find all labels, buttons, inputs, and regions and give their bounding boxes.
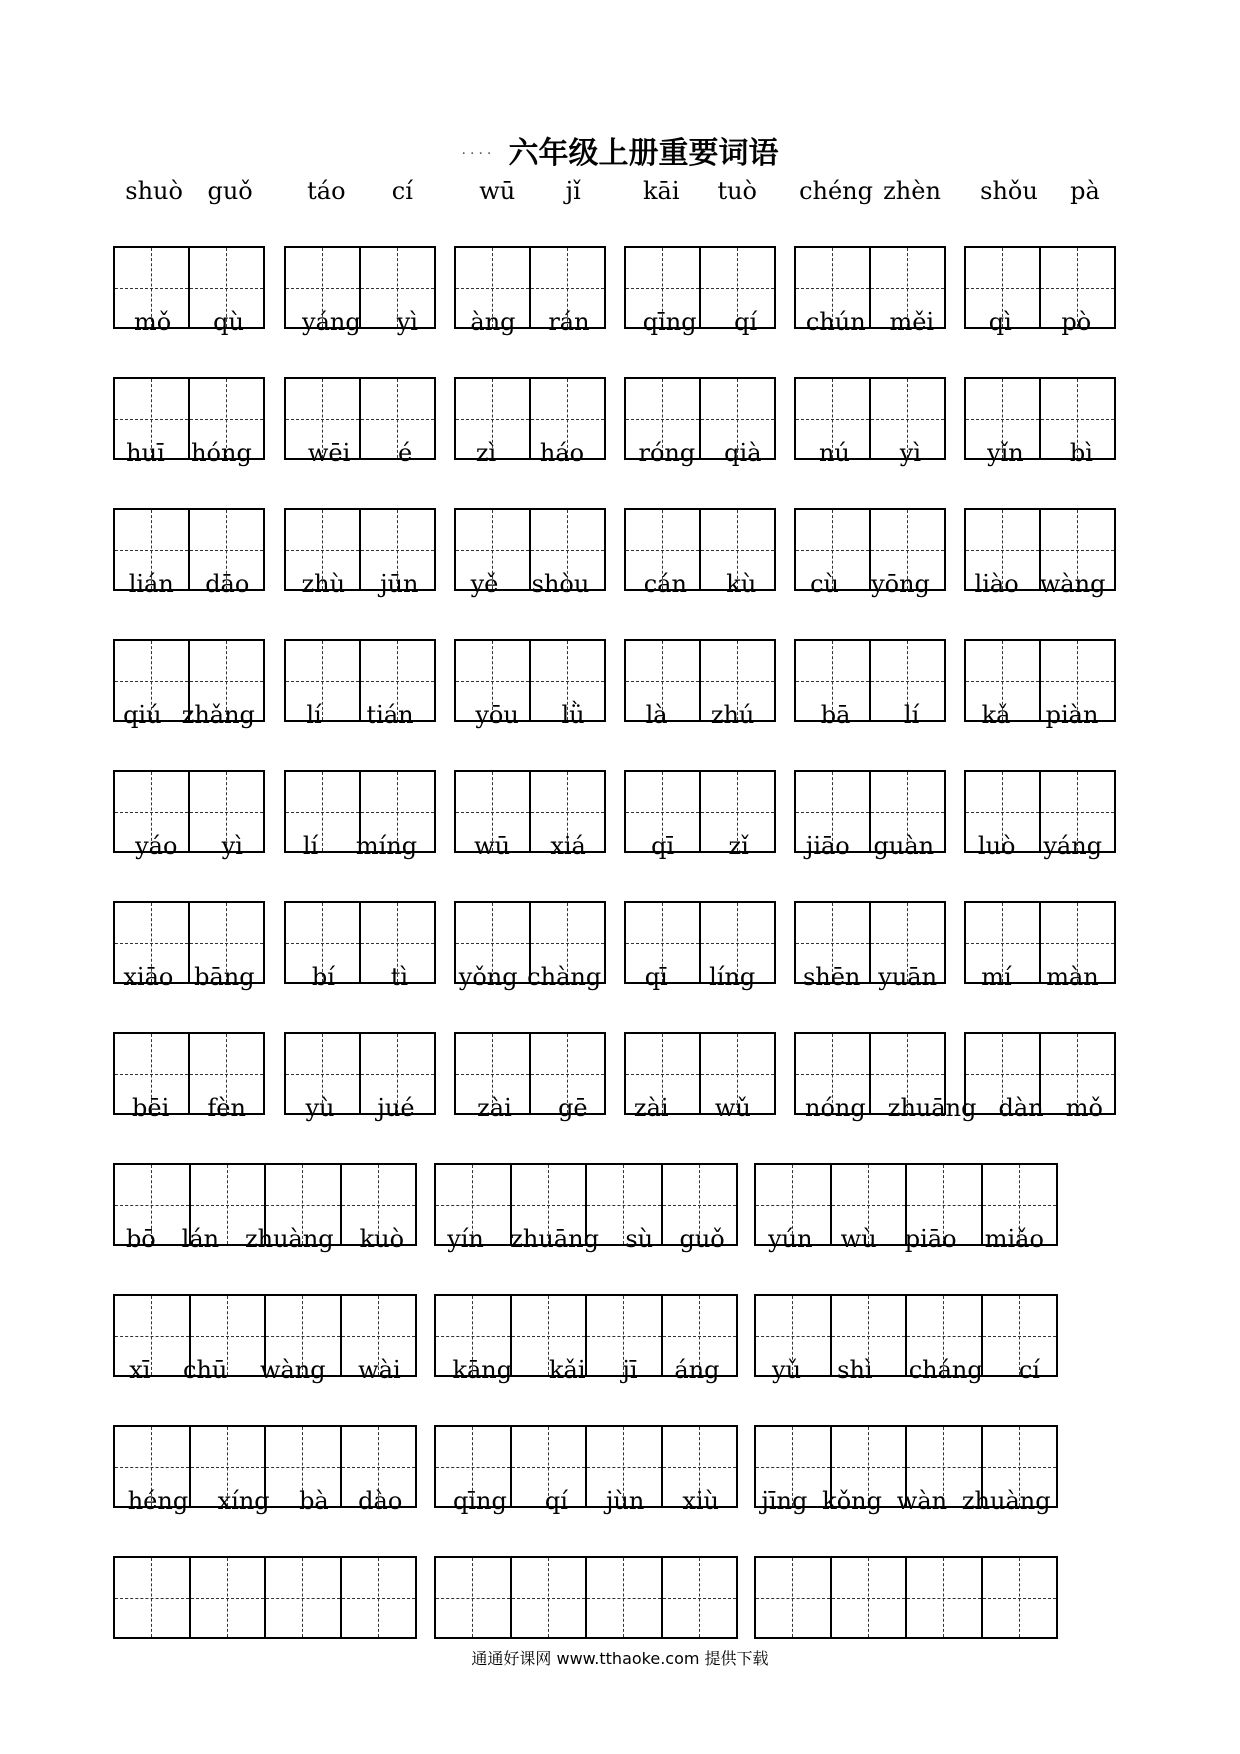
pinyin-syllable: wū	[474, 832, 511, 860]
pinyin-word	[754, 1355, 1058, 1385]
pinyin-syllable: é	[397, 439, 413, 467]
pinyin-syllable: zǐ	[728, 832, 749, 860]
pinyin-syllable: bāng	[194, 963, 255, 991]
pinyin-syllable: mǒ	[133, 308, 172, 336]
pinyin-syllable: xiāo	[123, 963, 174, 991]
pinyin-word	[624, 831, 776, 861]
pinyin-syllable: nú	[818, 439, 850, 467]
pinyin-word	[434, 1486, 738, 1516]
pinyin-word	[454, 176, 606, 206]
pinyin-syllable: zhuàng	[961, 1487, 1051, 1515]
pinyin-syllable: cí	[1018, 1356, 1040, 1384]
pinyin-word	[113, 307, 265, 337]
pinyin-syllable: yún	[768, 1225, 813, 1253]
pinyin-word	[754, 1224, 1058, 1254]
pinyin-word	[454, 831, 606, 861]
pinyin-syllable: zhú	[710, 701, 755, 729]
pinyin-syllable: guàn	[873, 832, 935, 860]
pinyin-syllable: héng	[127, 1487, 189, 1515]
pinyin-syllable: dàn	[998, 1094, 1044, 1122]
pinyin-syllable: gē	[558, 1094, 588, 1122]
pinyin-syllable: guǒ	[207, 177, 253, 205]
pinyin-syllable: rán	[548, 308, 590, 336]
pinyin-syllable: jūn	[380, 570, 419, 598]
pinyin-syllable: jī	[622, 1356, 638, 1384]
pinyin-syllable: kǒng	[822, 1487, 882, 1515]
pinyin-word	[113, 1355, 417, 1385]
pinyin-syllable: qù	[213, 308, 244, 336]
pinyin-word	[454, 962, 606, 992]
pinyin-word	[113, 1486, 417, 1516]
pinyin-syllable: cù	[810, 570, 839, 598]
pinyin-syllable: piāo	[904, 1225, 957, 1253]
pinyin-syllable: xiù	[682, 1487, 719, 1515]
pinyin-syllable: mǒ	[1065, 1094, 1103, 1122]
pinyin-syllable: jué	[377, 1094, 415, 1122]
pinyin-syllable: kǎ	[981, 701, 1011, 729]
pinyin-syllable: piàn	[1045, 701, 1099, 729]
pinyin-syllable: yě	[470, 570, 499, 598]
pinyin-syllable: shǒu	[980, 177, 1038, 205]
pinyin-syllable: lí	[302, 832, 319, 860]
pinyin-syllable: pà	[1070, 177, 1100, 205]
writing-cell[interactable]	[756, 1558, 832, 1637]
title-dots: ....	[461, 142, 496, 158]
pinyin-syllable: wū	[479, 177, 516, 205]
pinyin-syllable: yì	[221, 832, 243, 860]
pinyin-syllable: wài	[358, 1356, 401, 1384]
pinyin-syllable: chún	[805, 308, 866, 336]
pinyin-syllable: là	[645, 701, 668, 729]
writing-cell[interactable]	[115, 1558, 191, 1637]
pinyin-syllable: háo	[539, 439, 585, 467]
pinyin-syllable: bēi	[132, 1094, 170, 1122]
pinyin-syllable: lí	[903, 701, 920, 729]
pinyin-word	[794, 1093, 1114, 1123]
pinyin-syllable: zhèn	[883, 177, 941, 205]
pinyin-syllable: cí	[391, 177, 413, 205]
pinyin-word	[284, 831, 436, 861]
pinyin-syllable: bō	[125, 1225, 156, 1253]
pinyin-word	[754, 1486, 1058, 1516]
pinyin-word	[284, 700, 436, 730]
pinyin-syllable: wēi	[307, 439, 351, 467]
tianzige-box	[113, 1556, 417, 1639]
pinyin-syllable: měi	[889, 308, 935, 336]
pinyin-syllable: bà	[299, 1487, 329, 1515]
pinyin-syllable: qì	[988, 308, 1012, 336]
pinyin-word	[964, 569, 1116, 599]
pinyin-syllable: yù	[305, 1094, 335, 1122]
pinyin-word	[434, 1355, 738, 1385]
pinyin-syllable: qī	[644, 963, 668, 991]
pinyin-syllable: zhuāng	[887, 1094, 977, 1122]
pinyin-syllable: tì	[390, 963, 409, 991]
pinyin-syllable: yǔ	[772, 1356, 802, 1384]
pinyin-word	[113, 438, 265, 468]
pinyin-syllable: táo	[307, 177, 346, 205]
pinyin-syllable: qí	[544, 1487, 568, 1515]
pinyin-syllable: yǐn	[987, 439, 1024, 467]
pinyin-word	[113, 1093, 265, 1123]
pinyin-word	[284, 569, 436, 599]
pinyin-word	[113, 569, 265, 599]
pinyin-syllable: pò	[1061, 308, 1092, 336]
pinyin-word	[284, 176, 436, 206]
pinyin-syllable: yáng	[302, 308, 361, 336]
page-title: 六年级上册重要词语	[508, 136, 779, 171]
pinyin-syllable: xíng	[217, 1487, 270, 1515]
pinyin-word	[454, 569, 606, 599]
pinyin-syllable: lǜ	[561, 701, 585, 729]
pinyin-syllable: nóng	[805, 1094, 866, 1122]
pinyin-syllable: dào	[358, 1487, 403, 1515]
pinyin-word	[454, 700, 606, 730]
pinyin-syllable: dāo	[205, 570, 250, 598]
pinyin-word	[113, 1224, 417, 1254]
pinyin-syllable: kǎi	[548, 1356, 586, 1384]
pinyin-syllable: qià	[724, 439, 762, 467]
pinyin-syllable: mí	[981, 963, 1012, 991]
pinyin-word	[794, 831, 946, 861]
pinyin-syllable: bí	[311, 963, 335, 991]
pinyin-word	[113, 962, 265, 992]
pinyin-syllable: qī	[651, 832, 675, 860]
pinyin-syllable: wàng	[1039, 570, 1106, 598]
pinyin-syllable: jīng	[761, 1487, 808, 1515]
pinyin-word	[794, 962, 946, 992]
pinyin-syllable: míng	[355, 832, 418, 860]
writing-cell[interactable]	[436, 1558, 512, 1637]
writing-cell[interactable]	[832, 1558, 908, 1637]
pinyin-word	[624, 307, 776, 337]
pinyin-word	[624, 569, 776, 599]
pinyin-word	[964, 438, 1116, 468]
pinyin-syllable: jiāo	[805, 832, 850, 860]
pinyin-word	[284, 962, 436, 992]
pinyin-word	[964, 831, 1116, 861]
pinyin-syllable: guǒ	[679, 1225, 725, 1253]
pinyin-syllable: chū	[183, 1356, 228, 1384]
pinyin-syllable: zì	[475, 439, 497, 467]
pinyin-syllable: sù	[625, 1225, 654, 1253]
pinyin-syllable: liào	[974, 570, 1019, 598]
pinyin-syllable: lí	[306, 701, 322, 729]
pinyin-syllable: jǐ	[565, 177, 581, 205]
pinyin-word	[624, 700, 776, 730]
pinyin-word	[964, 176, 1116, 206]
pinyin-syllable: zhǎng	[181, 701, 255, 729]
pinyin-syllable: lián	[128, 570, 174, 598]
pinyin-word	[624, 438, 776, 468]
pinyin-syllable: bā	[820, 701, 851, 729]
pinyin-word	[794, 176, 946, 206]
pinyin-syllable: shì	[837, 1356, 873, 1384]
title-block	[0, 128, 1240, 172]
pinyin-syllable: kāng	[452, 1356, 513, 1384]
pinyin-word	[454, 307, 606, 337]
pinyin-syllable: tuò	[717, 177, 758, 205]
pinyin-word	[284, 438, 436, 468]
pinyin-syllable: qīng	[453, 1487, 507, 1515]
tianzige-box	[434, 1556, 738, 1639]
pinyin-syllable: áng	[674, 1356, 720, 1384]
writing-cell[interactable]	[191, 1558, 267, 1637]
pinyin-syllable: zhuāng	[510, 1225, 599, 1253]
pinyin-syllable: miǎo	[984, 1225, 1044, 1253]
pinyin-word	[284, 1093, 436, 1123]
footer-credit: 通通好课网 www.tthaoke.com 提供下载	[471, 1649, 769, 1668]
pinyin-syllable: lán	[181, 1225, 220, 1253]
pinyin-word	[113, 176, 265, 206]
pinyin-syllable: kuò	[359, 1225, 405, 1253]
pinyin-word	[624, 962, 776, 992]
pinyin-syllable: yǒng	[458, 963, 518, 991]
pinyin-syllable: yuān	[878, 963, 938, 991]
pinyin-syllable: qí	[734, 308, 758, 336]
tianzige-box	[754, 1556, 1058, 1639]
pinyin-syllable: wǔ	[714, 1094, 751, 1122]
pinyin-syllable: yōng	[871, 570, 930, 598]
pinyin-syllable: yōu	[475, 701, 519, 729]
pinyin-syllable: yín	[447, 1225, 484, 1253]
pinyin-syllable: tián	[366, 701, 414, 729]
pinyin-word	[964, 962, 1116, 992]
pinyin-word	[454, 438, 606, 468]
pinyin-word	[113, 700, 265, 730]
pinyin-word	[434, 1224, 738, 1254]
pinyin-syllable: zài	[633, 1094, 669, 1122]
pinyin-syllable: kù	[726, 570, 757, 598]
pinyin-syllable: shēn	[802, 963, 861, 991]
pinyin-syllable: yì	[899, 439, 922, 467]
pinyin-syllable: zhù	[301, 570, 346, 598]
pinyin-word	[964, 307, 1116, 337]
pinyin-word	[794, 569, 946, 599]
pinyin-syllable: yì	[396, 308, 418, 336]
pinyin-syllable: luò	[977, 832, 1016, 860]
pinyin-syllable: shòu	[531, 570, 590, 598]
pinyin-syllable: yáo	[135, 832, 178, 860]
writing-cell[interactable]	[983, 1558, 1057, 1637]
pinyin-syllable: zhuàng	[244, 1225, 334, 1253]
pinyin-word	[964, 700, 1116, 730]
pinyin-syllable: huī	[126, 439, 165, 467]
pinyin-word	[624, 176, 776, 206]
pinyin-syllable: wù	[840, 1225, 877, 1253]
pinyin-word	[454, 1093, 774, 1123]
writing-cell[interactable]	[512, 1558, 588, 1637]
pinyin-syllable: líng	[709, 963, 756, 991]
pinyin-syllable: shuò	[125, 177, 183, 205]
pinyin-syllable: cán	[643, 570, 687, 598]
pinyin-syllable: róng	[638, 439, 696, 467]
pinyin-syllable: chàng	[527, 963, 602, 991]
pinyin-syllable: qiú	[123, 701, 162, 729]
pinyin-syllable: zài	[477, 1094, 512, 1122]
pinyin-syllable: fèn	[207, 1094, 246, 1122]
writing-cell[interactable]	[342, 1558, 416, 1637]
pinyin-syllable: xiá	[550, 832, 586, 860]
pinyin-syllable: hóng	[191, 439, 252, 467]
pinyin-word	[284, 307, 436, 337]
pinyin-syllable: xī	[129, 1356, 151, 1384]
pinyin-syllable: cháng	[908, 1356, 983, 1384]
pinyin-syllable: àng	[470, 308, 516, 336]
pinyin-syllable: yáng	[1043, 832, 1103, 860]
pinyin-syllable: jùn	[605, 1487, 645, 1515]
writing-cell[interactable]	[663, 1558, 737, 1637]
pinyin-syllable: qīng	[642, 308, 697, 336]
pinyin-syllable: wàn	[896, 1487, 948, 1515]
writing-cell[interactable]	[587, 1558, 663, 1637]
pinyin-word	[794, 438, 946, 468]
pinyin-syllable: wàng	[259, 1356, 326, 1384]
pinyin-word	[794, 700, 946, 730]
pinyin-syllable: màn	[1046, 963, 1099, 991]
writing-cell[interactable]	[266, 1558, 342, 1637]
pinyin-syllable: chéng	[799, 177, 873, 205]
writing-cell[interactable]	[907, 1558, 983, 1637]
pinyin-syllable: bì	[1069, 439, 1093, 467]
pinyin-syllable: kāi	[642, 177, 680, 205]
pinyin-word	[794, 307, 946, 337]
pinyin-word	[113, 831, 265, 861]
